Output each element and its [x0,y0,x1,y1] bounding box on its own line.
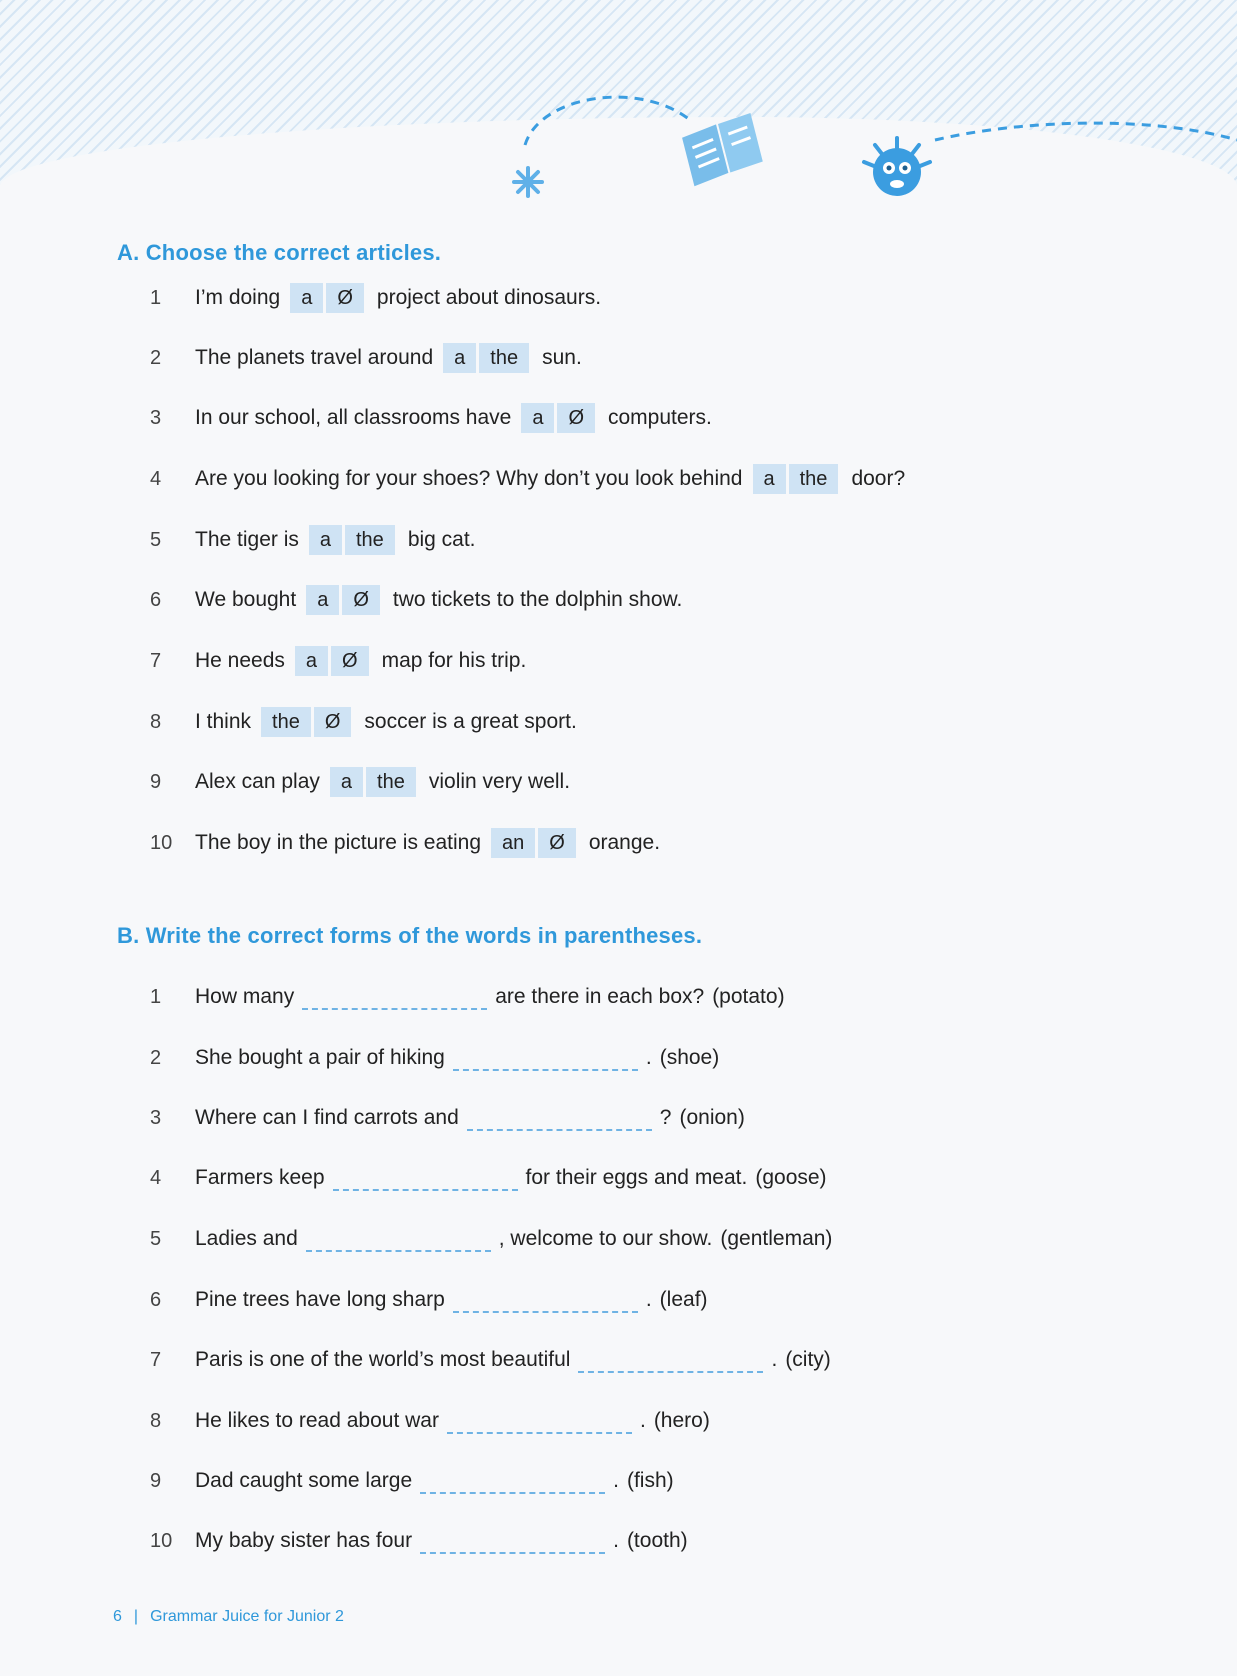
word-hint: (shoe) [659,1046,720,1069]
word-hint: (gentleman) [720,1227,833,1250]
question-number: 1 [150,286,162,309]
question-text-after: two tickets to the dolphin show. [392,588,683,611]
question-text-after: project about dinosaurs. [376,286,602,309]
answer-blank[interactable] [578,1347,763,1373]
article-options [309,525,398,555]
question-text-after: . [613,1469,619,1492]
word-form-row [150,1465,674,1497]
article-option[interactable]: a [295,646,328,676]
article-options [443,343,532,373]
word-form-row [150,1525,688,1557]
question-text-after: violin very well. [428,770,571,793]
article-option[interactable]: a [521,403,554,433]
article-option[interactable]: a [443,343,476,373]
question-text-before: In our school, all classrooms have [195,406,512,429]
question-text-before: I think [195,710,252,733]
question-text-after: for their eggs and meat. [525,1166,748,1189]
article-option[interactable]: the [479,343,529,373]
question-text-after: . [613,1529,619,1552]
answer-blank[interactable] [302,984,487,1010]
article-question-row [150,463,905,495]
article-question-row [150,402,712,434]
article-option[interactable]: Ø [331,646,369,676]
word-hint: (goose) [755,1166,827,1189]
article-options [290,283,367,313]
question-number: 10 [150,831,173,854]
question-number: 9 [150,770,162,793]
article-question-row [150,282,601,314]
sparkle-icon [514,168,542,196]
question-number: 5 [150,528,162,551]
answer-blank[interactable] [333,1165,518,1191]
word-form-row [150,1042,719,1074]
article-option[interactable]: Ø [342,585,380,615]
word-hint: (potato) [712,985,785,1008]
question-text-before: Where can I find carrots and [195,1106,459,1129]
header-decoration [0,0,1237,230]
question-text-after: big cat. [407,528,476,551]
question-text-before: My baby sister has four [195,1529,413,1552]
article-question-row [150,342,582,374]
answer-blank[interactable] [453,1287,638,1313]
footer-separator: | [133,1608,139,1625]
answer-blank[interactable] [453,1045,638,1071]
word-form-row [150,1223,832,1255]
question-text-after: , welcome to our show. [498,1227,713,1250]
article-option[interactable]: a [330,767,363,797]
article-option[interactable]: Ø [557,403,595,433]
question-text-before: He needs [195,649,285,672]
question-text-after: computers. [608,406,712,429]
article-option[interactable]: Ø [538,828,576,858]
question-number: 4 [150,1166,162,1189]
question-text-before: The planets travel around [195,346,434,369]
question-text-after: sun. [542,346,582,369]
article-question-row [150,766,570,798]
question-text-before: She bought a pair of hiking [195,1046,445,1069]
question-number: 6 [150,1288,162,1311]
word-form-row [150,1284,708,1316]
question-text-before: The tiger is [195,528,299,551]
article-option[interactable]: a [306,585,339,615]
answer-blank[interactable] [447,1408,632,1434]
question-text-after: . [645,1288,652,1311]
article-options [330,767,419,797]
article-question-row [150,827,660,859]
word-form-row [150,981,785,1013]
article-option[interactable]: Ø [314,707,352,737]
answer-blank[interactable] [420,1528,605,1554]
question-number: 5 [150,1227,162,1250]
article-option[interactable]: the [261,707,311,737]
question-text-after: door? [851,467,906,490]
answer-blank[interactable] [467,1105,652,1131]
article-question-row [150,584,682,616]
question-number: 7 [150,1348,162,1371]
question-number: 7 [150,649,162,672]
article-question-row [150,645,526,677]
section-a-title: A. Choose the correct articles. [117,240,442,265]
monster-icon [864,138,930,196]
question-text-before: How many [195,985,295,1008]
question-text-before: The boy in the picture is eating [195,831,482,854]
word-hint: (hero) [653,1409,710,1432]
article-options [491,828,579,858]
book-icon [680,113,765,187]
article-options [306,585,383,615]
article-options [261,707,354,737]
question-number: 6 [150,588,162,611]
question-text-before: We bought [195,588,297,611]
word-hint: (city) [785,1348,831,1371]
word-hint: (fish) [626,1469,674,1492]
question-text-after: soccer is a great sport. [364,710,577,733]
question-text-before: Are you looking for your shoes? Why don’t you look behind [195,467,743,490]
answer-blank[interactable] [306,1226,491,1252]
question-text-before: Dad caught some large [195,1469,413,1492]
question-text-before: He likes to read about war [195,1409,439,1432]
question-text-before: Ladies and [195,1227,298,1250]
article-option[interactable]: the [366,767,416,797]
question-number: 3 [150,1106,162,1129]
question-text-before: Farmers keep [195,1166,325,1189]
article-question-row [150,706,577,738]
question-number: 4 [150,467,162,490]
question-number: 2 [150,346,162,369]
article-options [521,403,598,433]
question-text-before: Pine trees have long sharp [195,1288,445,1311]
question-text-before: Paris is one of the world’s most beautiful [195,1348,571,1371]
question-text-before: I’m doing [195,286,281,309]
question-number: 9 [150,1469,162,1492]
article-options [295,646,372,676]
page-number: 6 [113,1608,122,1625]
page-footer [113,1608,344,1626]
question-text-after: . [645,1046,652,1069]
article-option[interactable]: an [491,828,535,858]
article-option[interactable]: a [753,464,786,494]
question-text-after: ? [659,1106,672,1129]
word-form-row [150,1102,745,1134]
article-option[interactable]: a [309,525,342,555]
question-number: 1 [150,985,162,1008]
article-options [753,464,842,494]
question-text-after: . [771,1348,778,1371]
word-form-row [150,1405,710,1437]
question-number: 10 [150,1529,173,1552]
question-text-after: are there in each box? [495,985,705,1008]
question-number: 8 [150,1409,162,1432]
word-hint: (leaf) [659,1288,708,1311]
question-text-after: . [639,1409,646,1432]
article-option[interactable]: Ø [326,283,364,313]
word-hint: (tooth) [626,1529,688,1552]
question-text-after: orange. [588,831,661,854]
question-number: 2 [150,1046,162,1069]
word-form-row [150,1344,831,1376]
article-question-row [150,524,476,556]
article-option[interactable]: the [345,525,395,555]
word-hint: (onion) [679,1106,745,1129]
word-form-row [150,1162,827,1194]
question-text-after: map for his trip. [381,649,527,672]
section-b-title: B. Write the correct forms of the words in parentheses. [117,923,703,948]
question-number: 8 [150,710,162,733]
answer-blank[interactable] [420,1468,605,1494]
article-option[interactable]: the [789,464,839,494]
book-title: Grammar Juice for Junior 2 [150,1608,344,1625]
question-text-before: Alex can play [195,770,320,793]
article-option[interactable]: a [290,283,323,313]
question-number: 3 [150,406,162,429]
